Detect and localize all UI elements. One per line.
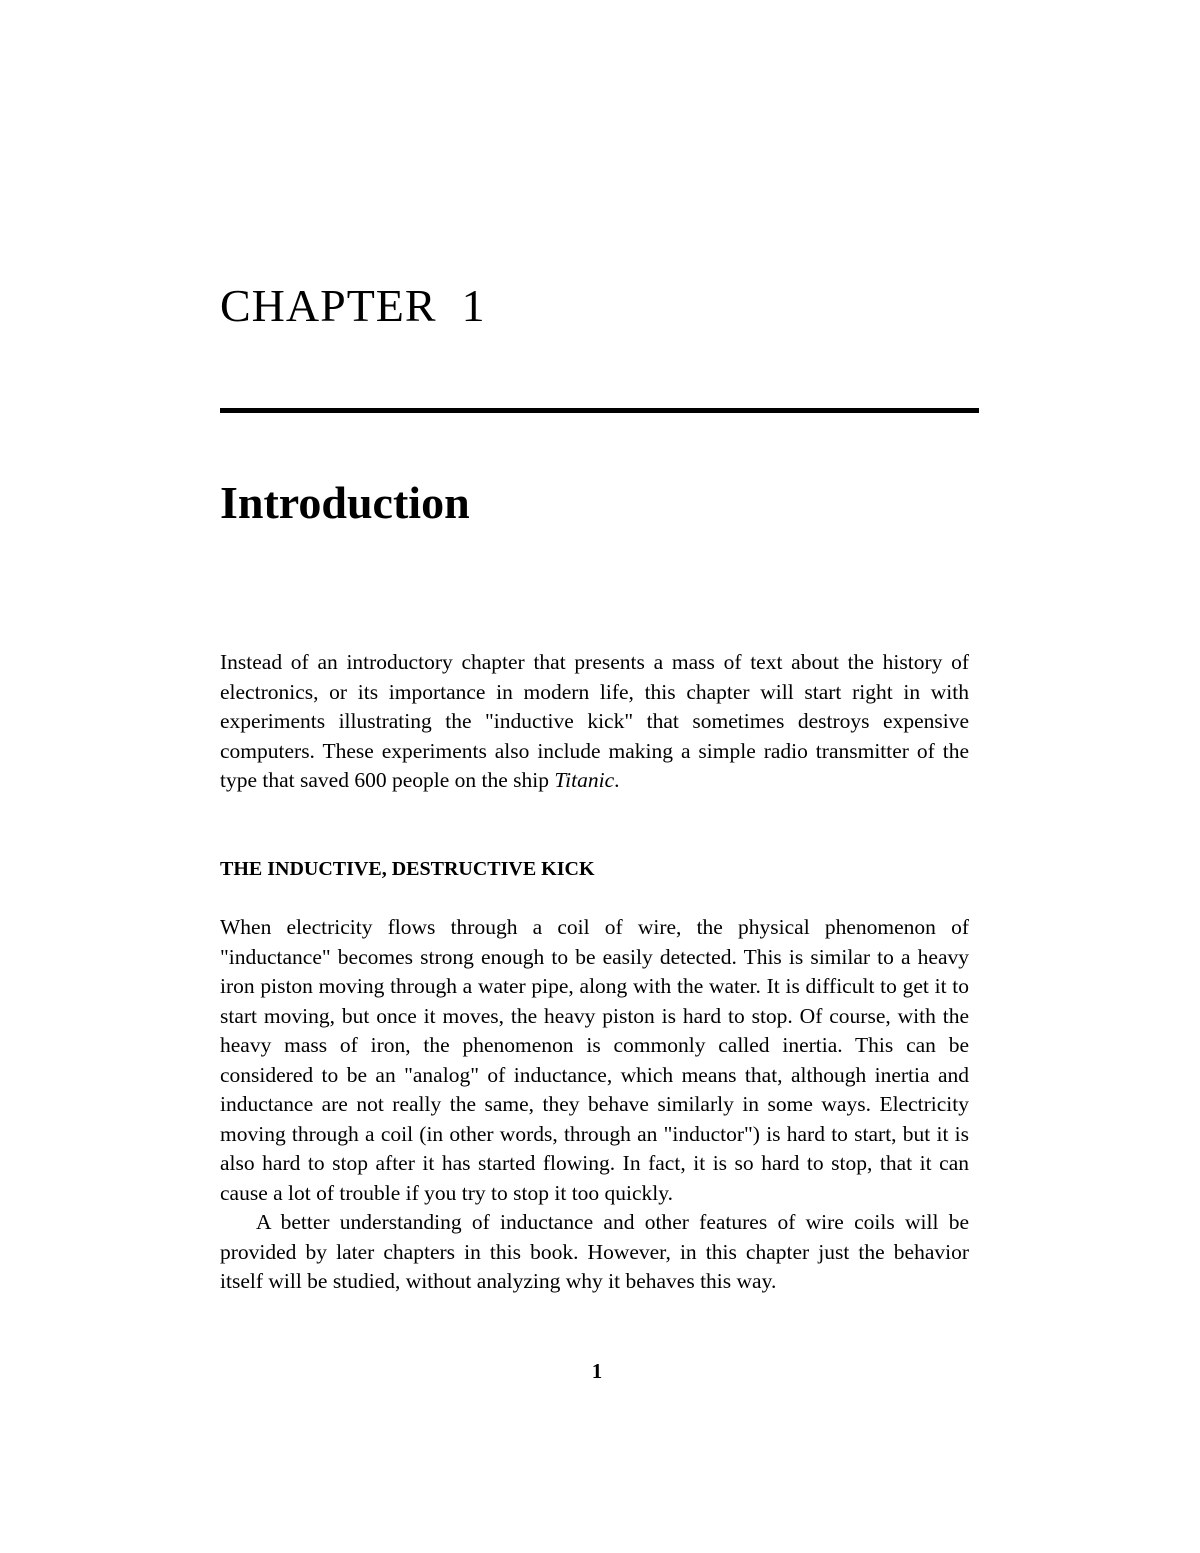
intro-text-end: .	[614, 768, 620, 792]
page-number: 1	[591, 1359, 603, 1383]
intro-text: Instead of an introductory chapter that presents a mass of text about the history of electronics, or its importance in modern life, this chapter will start right in with experiments illustrating the "inductive kick" that sometimes destroys expensive computers. These experiments also include making a simple radio transmitter of the type that saved 600 people on the ship	[220, 650, 969, 792]
chapter-label: CHAPTER 1	[220, 280, 486, 331]
section-heading: THE INDUCTIVE, DESTRUCTIVE KICK	[220, 858, 595, 880]
section-body	[220, 913, 969, 1297]
body-paragraph: When electricity flows through a coil of wire, the physical phenomenon of "inductance" becomes strong enough to be easily detected. This is similar to a heavy iron piston moving through a water pipe, along with the water. It is difficult to get it to start moving, but once it moves, the heavy piston is hard to stop. Of course, with the heavy mass of iron, the phenomenon is commonly called inertia. This can be considered to be an "analog" of inductance, which means that, although inertia and inductance are not really the same, they behave similarly in some ways. Electricity moving through a coil (in other words, through an "inductor") is hard to start, but it is also hard to stop after it has started flowing. In fact, it is so hard to stop, that it can cause a lot of trouble if you try to stop it too quickly.	[220, 915, 969, 1205]
intro-paragraph	[220, 648, 969, 796]
ship-name: Titanic	[554, 768, 615, 792]
chapter-divider	[220, 408, 979, 413]
body-paragraph: A better understanding of inductance and other features of wire coils will be provided by later chapters in this book. However, in this chapter just the behavior itself will be studied, without analyzing why it behaves this way.	[220, 1210, 969, 1293]
chapter-title: Introduction	[220, 477, 470, 528]
